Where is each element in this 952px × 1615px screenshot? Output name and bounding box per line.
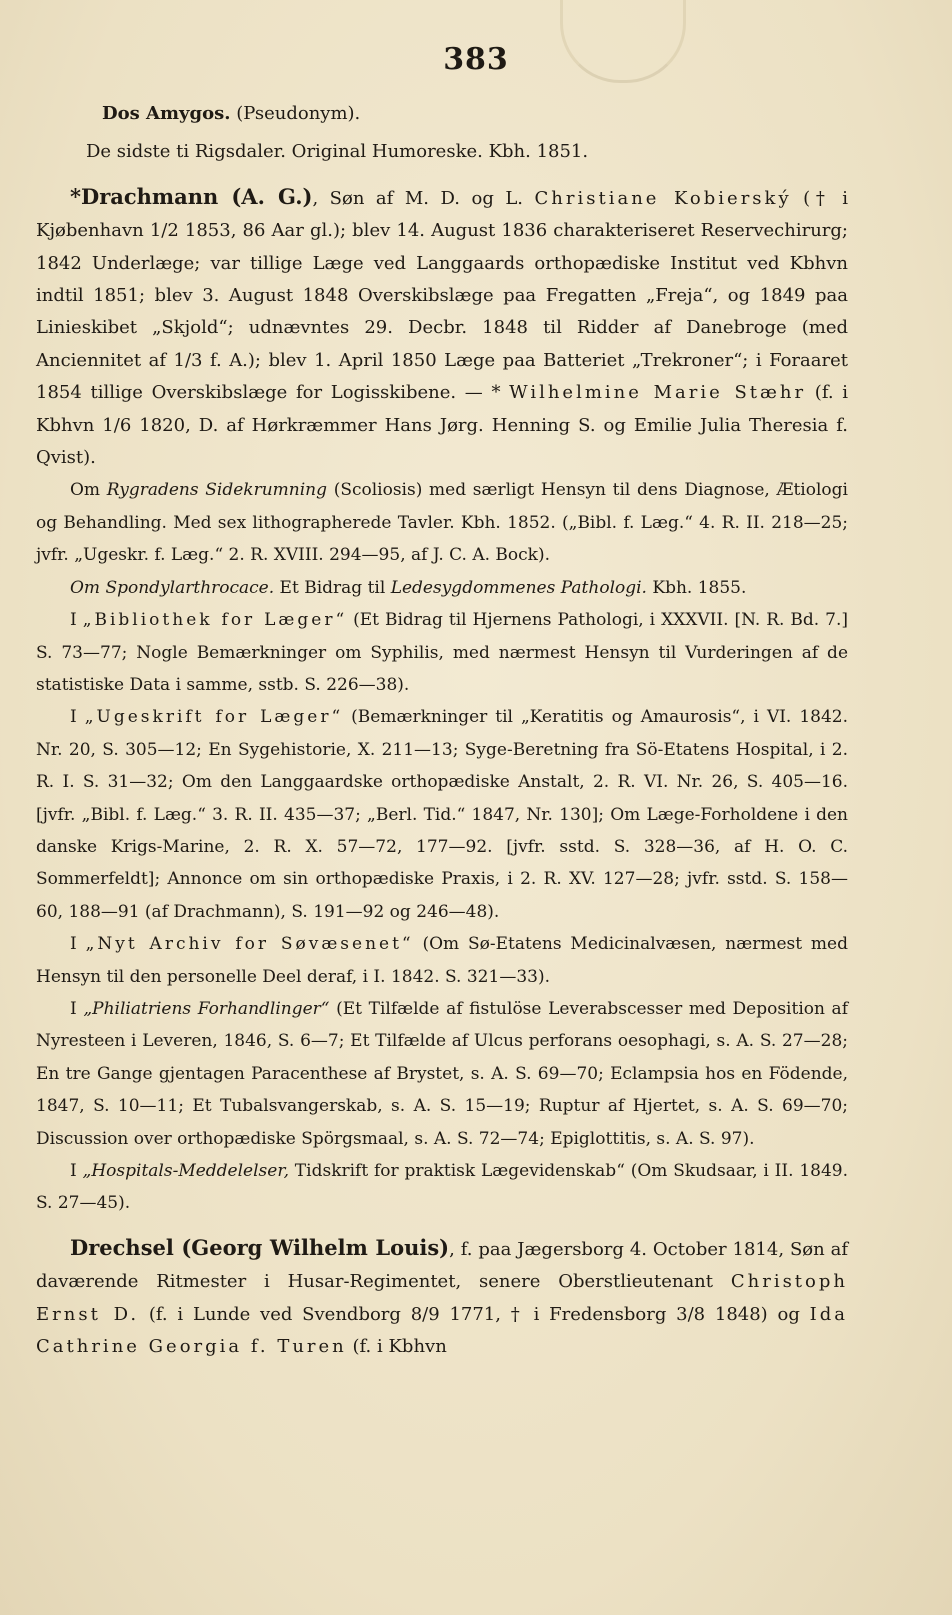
- work-rest: (Et Tilfælde af fistulöse Leverabscesser med Deposition af Nyresteen i Leveren, 1846, S. 6—7; Et Tilfælde af Ulcus perforans oesophagi, s. A. S. 27—28; En tre Gange gjentagen Paracenthese af Brystet, s. A. S. 69—70; Eclampsia hos en Födende, 1847, S. 10—11; Et Tubalsvangerskab, s. A. S. 15—19; Ruptur af Hjertet, s. A. S. 69—70; Discussion over orthopædiske Spörgsmaal, s. A. S. 72—74; Epiglottitis, s. A. S. 97).: [36, 998, 848, 1149]
- entry-name: Dos Amygos.: [102, 103, 231, 124]
- work-item: [36, 993, 848, 1155]
- work-title: Ledesygdommenes Pathologi.: [390, 577, 647, 598]
- work-item: [36, 474, 848, 571]
- work-mid: Et Bidrag til: [274, 577, 391, 598]
- work-rest: (Scoliosis) med særligt Hensyn til dens Diagnose, Ætiologi og Behandling. Med sex lithographerede Tavler. Kbh. 1852. („Bibl. f. Læg.“ 4. R. II. 218—25; jvfr. „Ugeskr. f. Læg.“ 2. R. XVIII. 294—95, af J. C. A. Bock).: [36, 480, 848, 566]
- work-item: [36, 701, 848, 928]
- entry-note: (Pseudonym).: [230, 103, 361, 124]
- work-lead: I: [70, 610, 83, 631]
- page-text: [36, 98, 848, 1363]
- bio-text: (f. i Kbhvn 1/6 1820, D. af Hørkræmmer Hans Jørg. Henning S. og Emilie Julia Theresia f. Qvist).: [36, 382, 848, 469]
- journal-name: „Hospitals-Meddelelser,: [82, 1161, 289, 1181]
- father-name: Christoph Ernst D.: [36, 1271, 848, 1325]
- work-title: Rygradens Sidekrumning: [106, 480, 328, 501]
- work-item: [36, 604, 848, 701]
- work-item: [36, 572, 848, 604]
- entry-name: *Drachmann (A. G.): [70, 183, 313, 209]
- work-lead: I: [70, 1161, 83, 1181]
- wife-name: Wilhelmine Marie Stæhr: [509, 382, 807, 404]
- entry-amygos-work: De sidste ti Rigsdaler. Original Humoreske. Kbh. 1851.: [86, 141, 589, 163]
- entry-amygos: [102, 98, 848, 130]
- journal-name: „Ugeskrift for Læger“: [84, 707, 344, 728]
- bio-text: , f. paa Jægersborg 4. October 1814, Søn af daværende Ritmester i Husar-Regimentet, senere Oberstlieutenant: [36, 1238, 849, 1293]
- entry-name: Drechsel (Georg Wilhelm Louis): [70, 1234, 450, 1260]
- work-lead: Om: [70, 480, 107, 501]
- bio-text: (f. i Lunde ved Svendborg 8/9 1771, † i Fredensborg 3/8 1848) og: [139, 1303, 810, 1325]
- bio-text: (f. i Kbhvn: [346, 1336, 447, 1358]
- work-item: [36, 1155, 848, 1220]
- mother-name: Ida Cathrine Georgia f. Turen: [36, 1303, 848, 1358]
- bio-text: († i Kjøbenhavn 1/2 1853, 86 Aar gl.); blev 14. August 1836 charakteriseret Reservechirurg; 1842 Underlæge; var tillige Læge ved Langgaards orthopædiske Institut ved Kbhvn indtil 1851; blev 3. August 1848 Overskibslæge paa Fregatten „Freja“, og 1849 paa Linieskibet „Skjold“; udnævntes 29. Decbr. 1848 til Ridder af Danebroge (med Anciennitet af 1/3 f. A.); blev 1. April 1850 Læge paa Batteriet „Trekroner“; i Foraaret 1854 tillige Overskibslæge for Logisskibene. — *: [36, 187, 848, 404]
- entry-drachmann: [36, 181, 848, 475]
- journal-name: „Bibliothek for Læger“: [82, 610, 348, 631]
- work-title: Om Spondylarthrocace.: [70, 577, 275, 598]
- bio-text: , Søn af M. D. og L.: [312, 187, 535, 209]
- work-lead: I: [70, 934, 86, 955]
- journal-name: „Philiatriens Forhandlinger“: [83, 998, 330, 1019]
- work-rest: (Et Bidrag til Hjernens Pathologi, i XXXVII. [N. R. Bd. 7.] S. 73—77; Nogle Bemærkninger om Syphilis, med nærmest Hensyn til Vurderingen af de statistiske Data i samme, sstb. S. 226—38).: [36, 610, 848, 695]
- page-number: 383: [443, 42, 509, 77]
- work-lead: I: [70, 998, 84, 1019]
- entry-drechsel: [36, 1232, 848, 1364]
- work-item: [36, 928, 848, 993]
- work-rest: Kbh. 1855.: [646, 577, 747, 598]
- journal-name: „Nyt Archiv for Søvæsenet“: [85, 934, 414, 955]
- work-rest: (Bemærkninger til „Keratitis og Amaurosis“, i VI. 1842. Nr. 20, S. 305—12; En Sygehistorie, X. 211—13; Syge-Beretning fra Sö-Etatens Hospital, i 2. R. I. S. 31—32; Om den Langgaardske orthopædiske Anstalt, 2. R. VI. Nr. 26, S. 405—16. [jvfr. „Bibl. f. Læg.“ 3. R. II. 435—37; „Berl. Tid.“ 1847, Nr. 130]; Om Læge-Forholdene i den danske Krigs-Marine, 2. R. X. 57—72, 177—92. [jvfr. sstd. S. 328—36, af H. O. C. Sommerfeldt]; Annonce om sin orthopædiske Praxis, i 2. R. XV. 127—28; jvfr. sstd. S. 158—60, 188—91 (af Drachmann), S. 191—92 og 246—48).: [36, 707, 848, 922]
- work-lead: I: [70, 707, 85, 728]
- work-rest: (Om Sø-Etatens Medicinalvæsen, nærmest med Hensyn til den personelle Deel deraf, i I. 1842. S. 321—33).: [36, 934, 848, 987]
- mother-name: Christiane Kobierský: [534, 187, 792, 209]
- work-rest: Tidskrift for praktisk Lægevidenskab“ (Om Skudsaar, i II. 1849. S. 27—45).: [36, 1161, 848, 1214]
